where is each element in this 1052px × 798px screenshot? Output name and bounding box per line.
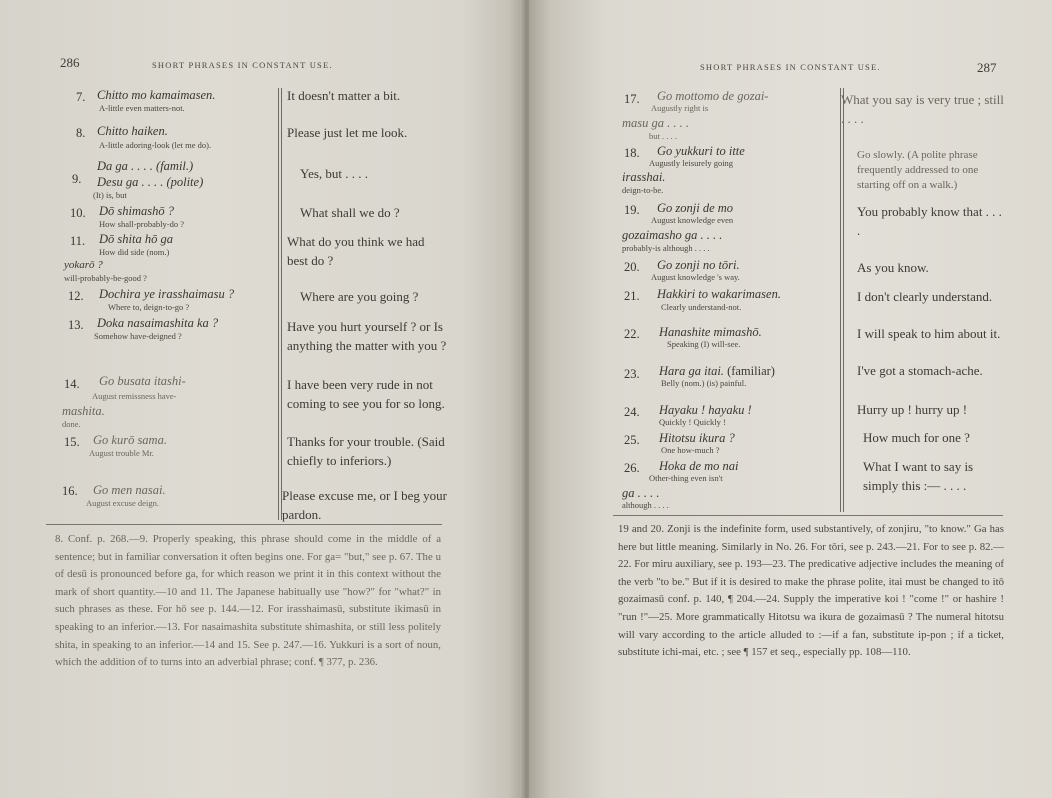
gloss: Augustly right is: [651, 103, 709, 113]
gloss: A-little adoring-look (let me do).: [99, 140, 212, 150]
entry-number: 17.: [624, 92, 640, 106]
japanese-phrase-line2: Desu ga . . . . (polite): [97, 175, 204, 189]
entry-number: 26.: [624, 461, 640, 475]
english-translation: It doesn't matter a bit.: [287, 88, 401, 103]
gloss: One how-much ?: [661, 445, 720, 455]
english-translation: As you know.: [857, 260, 929, 275]
japanese-phrase: Chitto mo kamaimasen.: [97, 88, 216, 102]
left-page: [0, 0, 524, 798]
gloss-line2: done.: [62, 419, 81, 429]
gloss: Where to, deign-to-go ?: [108, 302, 190, 312]
gloss: August knowledge even: [651, 215, 734, 225]
japanese-phrase-line2: masu ga . . . .: [622, 116, 690, 130]
page-number: 287: [977, 60, 997, 75]
running-head: SHORT PHRASES IN CONSTANT USE.: [700, 62, 881, 72]
english-translation: Thanks for your trouble. (Said chiefly to inferiors.): [287, 434, 445, 468]
japanese-phrase: Hakkiri to wakarimasen.: [657, 287, 781, 301]
notes-separator: [46, 524, 442, 525]
japanese-phrase: [659, 364, 775, 379]
japanese-phrase-line2: gozaimasho ga . . . .: [622, 228, 723, 242]
japanese-phrase-line2: ga . . . .: [622, 486, 660, 500]
gloss-line2: but . . . .: [649, 131, 677, 141]
japanese-phrase: Hanashite mimashō.: [659, 325, 762, 339]
entry-number: 13.: [68, 318, 84, 332]
japanese-phrase: Go kurō sama.: [93, 433, 167, 447]
entry-number: 24.: [624, 405, 640, 419]
entry-number: 21.: [624, 289, 640, 303]
entry-number: 9.: [72, 172, 82, 186]
gloss: August knowledge 's way.: [651, 272, 740, 282]
right-page: [529, 0, 1052, 798]
gloss: August remissness have-: [92, 391, 177, 401]
japanese-text: Hara ga itai.: [659, 364, 724, 378]
entry-number: 18.: [624, 146, 640, 160]
japanese-phrase: Go men nasai.: [93, 483, 166, 497]
japanese-phrase: Go zonji no tōri.: [657, 258, 740, 272]
english-translation: Have you hurt yourself ? or Is anything the matter with you ?: [287, 319, 447, 353]
english-translation: I will speak to him about it.: [857, 326, 1001, 341]
register-tag: (familiar): [723, 364, 775, 378]
column-rule: [278, 88, 279, 520]
column-rule: [281, 88, 282, 520]
notes-separator: [613, 515, 1003, 516]
entry-number: 20.: [624, 260, 640, 274]
english-translation: How much for one ?: [863, 430, 970, 445]
english-translation: What you say is very true ; still . . . .: [841, 92, 1004, 126]
entry-number: 15.: [64, 435, 80, 449]
gloss-line2: deign-to-be.: [622, 185, 664, 195]
english-translation: What I want to say is simply this :— . . . .: [863, 459, 974, 493]
gloss-line2: will-probably-be-good ?: [64, 273, 147, 283]
entry-number: 12.: [68, 289, 84, 303]
english-translation: I have been very rude in not coming to see you for so long.: [287, 377, 445, 411]
japanese-phrase: Go zonji de mo: [657, 201, 734, 215]
gloss: Quickly ! Quickly !: [659, 417, 726, 427]
japanese-phrase: Go yukkuri to itte: [657, 144, 745, 158]
gloss: Augustly leisurely going: [649, 158, 734, 168]
english-translation: Please excuse me, or I beg your pardon.: [282, 488, 447, 522]
entry-number: 16.: [62, 484, 78, 498]
gloss: Clearly understand-not.: [661, 302, 742, 312]
entry-number: 8.: [76, 126, 86, 140]
page-number: 286: [60, 55, 80, 70]
japanese-phrase: Chitto haiken.: [97, 124, 168, 138]
english-translation: Where are you going ?: [300, 289, 419, 304]
english-translation: Go slowly. (A polite phrase frequently addressed to one starting off on a walk.): [857, 149, 979, 191]
gloss: Speaking (I) will-see.: [667, 339, 741, 349]
english-translation: Yes, but . . . .: [300, 166, 369, 181]
footnotes: 8. Conf. p. 268.—9. Properly speaking, this phrase should come in the middle of a sentence; but in familiar conversation it often begins one. For ga= "but," see p. 67. The u of desū is pronounced before ga, for which reason we print it in this context without the mark of short quantity.—10 and 11. The Japanese habitually use "how?" for "what?" in such phrases as these. For hō see p. 144.—12. For irasshaimasū, substitute ikimasū in speaking to an inferior.—13. For nasaimashita substitute shimashita, or still less politely shita, in speaking to an inferior.—14 and 15. See p. 247.—16. Yukkuri is a sort of noun, which the addition of to turns into an adverbial phrase; conf. ¶ 377, p. 236.: [55, 533, 441, 669]
gloss: How did side (nom.): [99, 247, 170, 257]
japanese-phrase: Hayaku ! hayaku !: [659, 403, 752, 417]
gloss: August trouble Mr.: [89, 448, 154, 458]
english-translation: You probably know that . . . .: [857, 204, 1002, 238]
japanese-phrase: Go busata itashi-: [99, 374, 186, 388]
entry-number: 7.: [76, 90, 86, 104]
entry-number: 23.: [624, 367, 640, 381]
gloss: (It) is, but: [93, 190, 127, 200]
japanese-phrase: Doka nasaimashita ka ?: [97, 316, 219, 330]
entry-number: 22.: [624, 327, 640, 341]
english-translation: What do you think we had best do ?: [287, 234, 425, 268]
entry-number: 25.: [624, 433, 640, 447]
gloss: Somehow have-deigned ?: [94, 331, 182, 341]
japanese-phrase: Da ga . . . . (famil.): [97, 159, 194, 173]
gloss: A-little even matters-not.: [99, 103, 185, 113]
japanese-phrase-line2: mashita.: [62, 404, 105, 418]
running-head: SHORT PHRASES IN CONSTANT USE.: [152, 60, 333, 70]
gloss-line2: probably-is although . . . .: [622, 243, 710, 253]
footnotes: 19 and 20. Zonji is the indefinite form, used substantively, of zonjiru, "to know." Ga has here but little meaning. Similarly in No. 26. For tōri, see p. 243.—21. For to see p. 82.—22. For miru auxiliary, see p. 193—23. The predicative adjective includes the meaning of the verb "to be." But if it is desired to make the phrase polite, itai must be changed to itō gozaimasū conf. p. 140, ¶ 204.—24. Supply the imperative koi ! "come !" or hashire ! "run !"—25. More grammatically Hitotsu wa ikura de gozaimasū ? The numeral hitotsu will vary according to the article alluded to :—if a fan, substitute ip-pon ; if a ticket, substitute ichi-mai, etc. ; see ¶ 157 et seq., especially pp. 108—110.: [618, 523, 1004, 659]
japanese-phrase: Dō shita hō ga: [99, 232, 173, 246]
entry-number: 10.: [70, 206, 86, 220]
japanese-phrase-line2: yokarō ?: [64, 259, 103, 271]
japanese-phrase-line2: irasshai.: [622, 170, 666, 184]
english-translation: What shall we do ?: [300, 205, 400, 220]
japanese-phrase: Dō shimashō ?: [99, 204, 175, 218]
japanese-phrase: Dochira ye irasshaimasu ?: [99, 287, 235, 301]
gloss-line2: although . . . .: [622, 500, 669, 510]
gloss: How shall-probably-do ?: [99, 219, 184, 229]
entry-number: 19.: [624, 203, 640, 217]
english-translation: I've got a stomach-ache.: [857, 363, 983, 378]
english-translation: I don't clearly understand.: [857, 289, 993, 304]
english-translation: Hurry up ! hurry up !: [857, 402, 968, 417]
english-translation: Please just let me look.: [287, 125, 408, 140]
japanese-phrase: Hitotsu ikura ?: [659, 431, 735, 445]
gloss: Belly (nom.) (is) painful.: [661, 378, 747, 388]
gloss: August excuse deign.: [86, 498, 159, 508]
entry-number: 11.: [70, 234, 86, 248]
japanese-phrase: Go mottomo de gozai-: [657, 89, 769, 103]
entry-number: 14.: [64, 377, 80, 391]
japanese-phrase: Hoka de mo nai: [659, 459, 739, 473]
gloss: Other-thing even isn't: [649, 473, 723, 483]
